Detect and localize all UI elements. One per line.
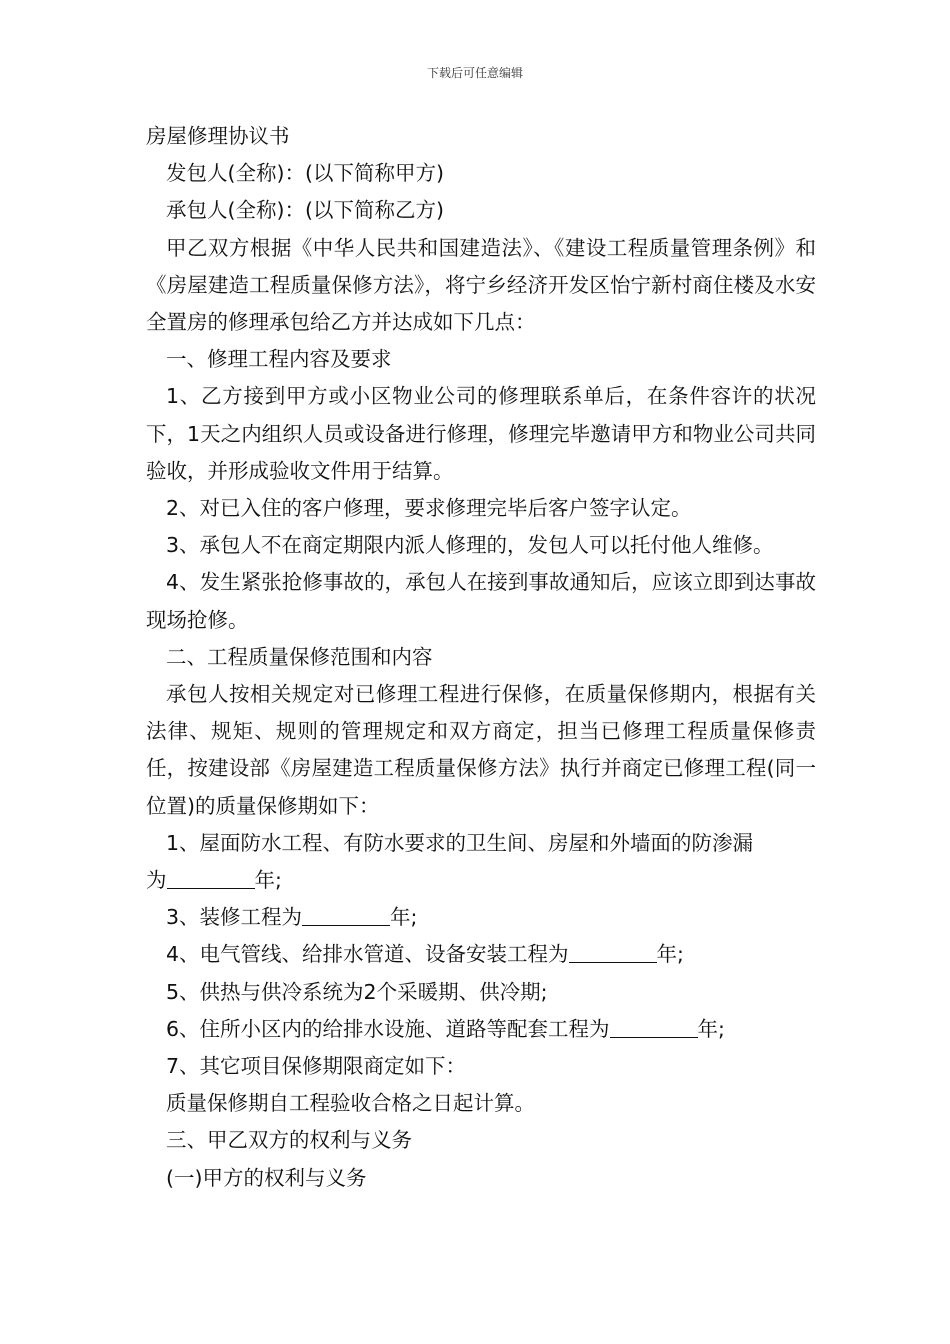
document-title: 房屋修理协议书 — [146, 124, 290, 148]
section-1-item-3: 3、承包人不在商定期限内派人修理的，发包人可以托付他人维修。 — [166, 533, 774, 558]
fill-in-blank — [569, 942, 657, 963]
party-b-line: 承包人(全称)：(以下简称乙方) — [166, 198, 444, 223]
item-3-suffix: 年; — [390, 905, 418, 930]
item-1-suffix: 年; — [254, 868, 282, 893]
section-2-item-5: 5、供热与供冷系统为2个采暖期、供冷期; — [166, 979, 548, 1004]
item-6-suffix: 年; — [697, 1016, 725, 1041]
page-header-note: 下载后可任意编辑 — [426, 66, 523, 80]
item-4-suffix: 年; — [656, 942, 684, 967]
item-3-prefix: 3、装修工程为 — [166, 905, 303, 930]
section-2-item-1-line-2 — [146, 862, 816, 899]
section-1-item-1: 1、乙方接到甲方或小区物业公司的修理联系单后，在条件容许的状况下，1天之内组织人员或设备进行修理，修理完毕邀请甲方和物业公司共同验收，并形成验收文件用于结算。 — [146, 384, 816, 483]
section-2-item-7: 7、其它项目保修期限商定如下： — [166, 1054, 467, 1079]
intro-paragraph: 甲乙双方根据《中华人民共和国建造法》、《建设工程质量管理条例》和《房屋建造工程质量保修方法》，将宁乡经济开发区怡宁新村商住楼及水安全置房的修理承包给乙方并达成如下几点： — [146, 235, 816, 335]
fill-in-blank — [167, 868, 255, 889]
section-1-heading: 一、修理工程内容及要求 — [166, 347, 392, 372]
section-3-heading: 三、甲乙双方的权利与义务 — [166, 1128, 412, 1153]
fill-in-blank — [610, 1017, 698, 1038]
section-2-note: 质量保修期自工程验收合格之日起计算。 — [166, 1091, 535, 1116]
section-3-sub-1: (一)甲方的权利与义务 — [166, 1165, 367, 1190]
section-1-item-4: 4、发生紧张抢修事故的，承包人在接到事故通知后，应该立即到达事故现场抢修。 — [146, 570, 816, 632]
section-2-heading: 二、工程质量保修范围和内容 — [166, 644, 433, 669]
item-4-prefix: 4、电气管线、给排水管道、设备安装工程为 — [166, 942, 569, 967]
section-2-intro: 承包人按相关规定对已修理工程进行保修，在质量保修期内，根据有关法律、规矩、规则的管理规定和双方商定，担当已修理工程质量保修责任，按建设部《房屋建造工程质量保修方法》执行并商定已修理工程(同一位置)的质量保修期如下： — [146, 682, 816, 818]
party-a-line: 发包人(全称)：(以下简称甲方) — [166, 161, 444, 186]
section-2-item-1-line-1: 1、屋面防水工程、有防水要求的卫生间、房屋和外墙面的防渗漏 — [166, 830, 754, 855]
item-1-prefix: 为 — [146, 868, 167, 893]
item-6-prefix: 6、住所小区内的给排水设施、道路等配套工程为 — [166, 1016, 610, 1041]
section-2-item-6 — [146, 1011, 816, 1048]
document-body — [146, 118, 816, 1197]
section-2-item-4 — [146, 936, 816, 973]
fill-in-blank — [302, 905, 390, 926]
section-1-item-2: 2、对已入住的客户修理，要求修理完毕后客户签字认定。 — [166, 496, 692, 521]
section-2-item-3 — [146, 899, 816, 936]
